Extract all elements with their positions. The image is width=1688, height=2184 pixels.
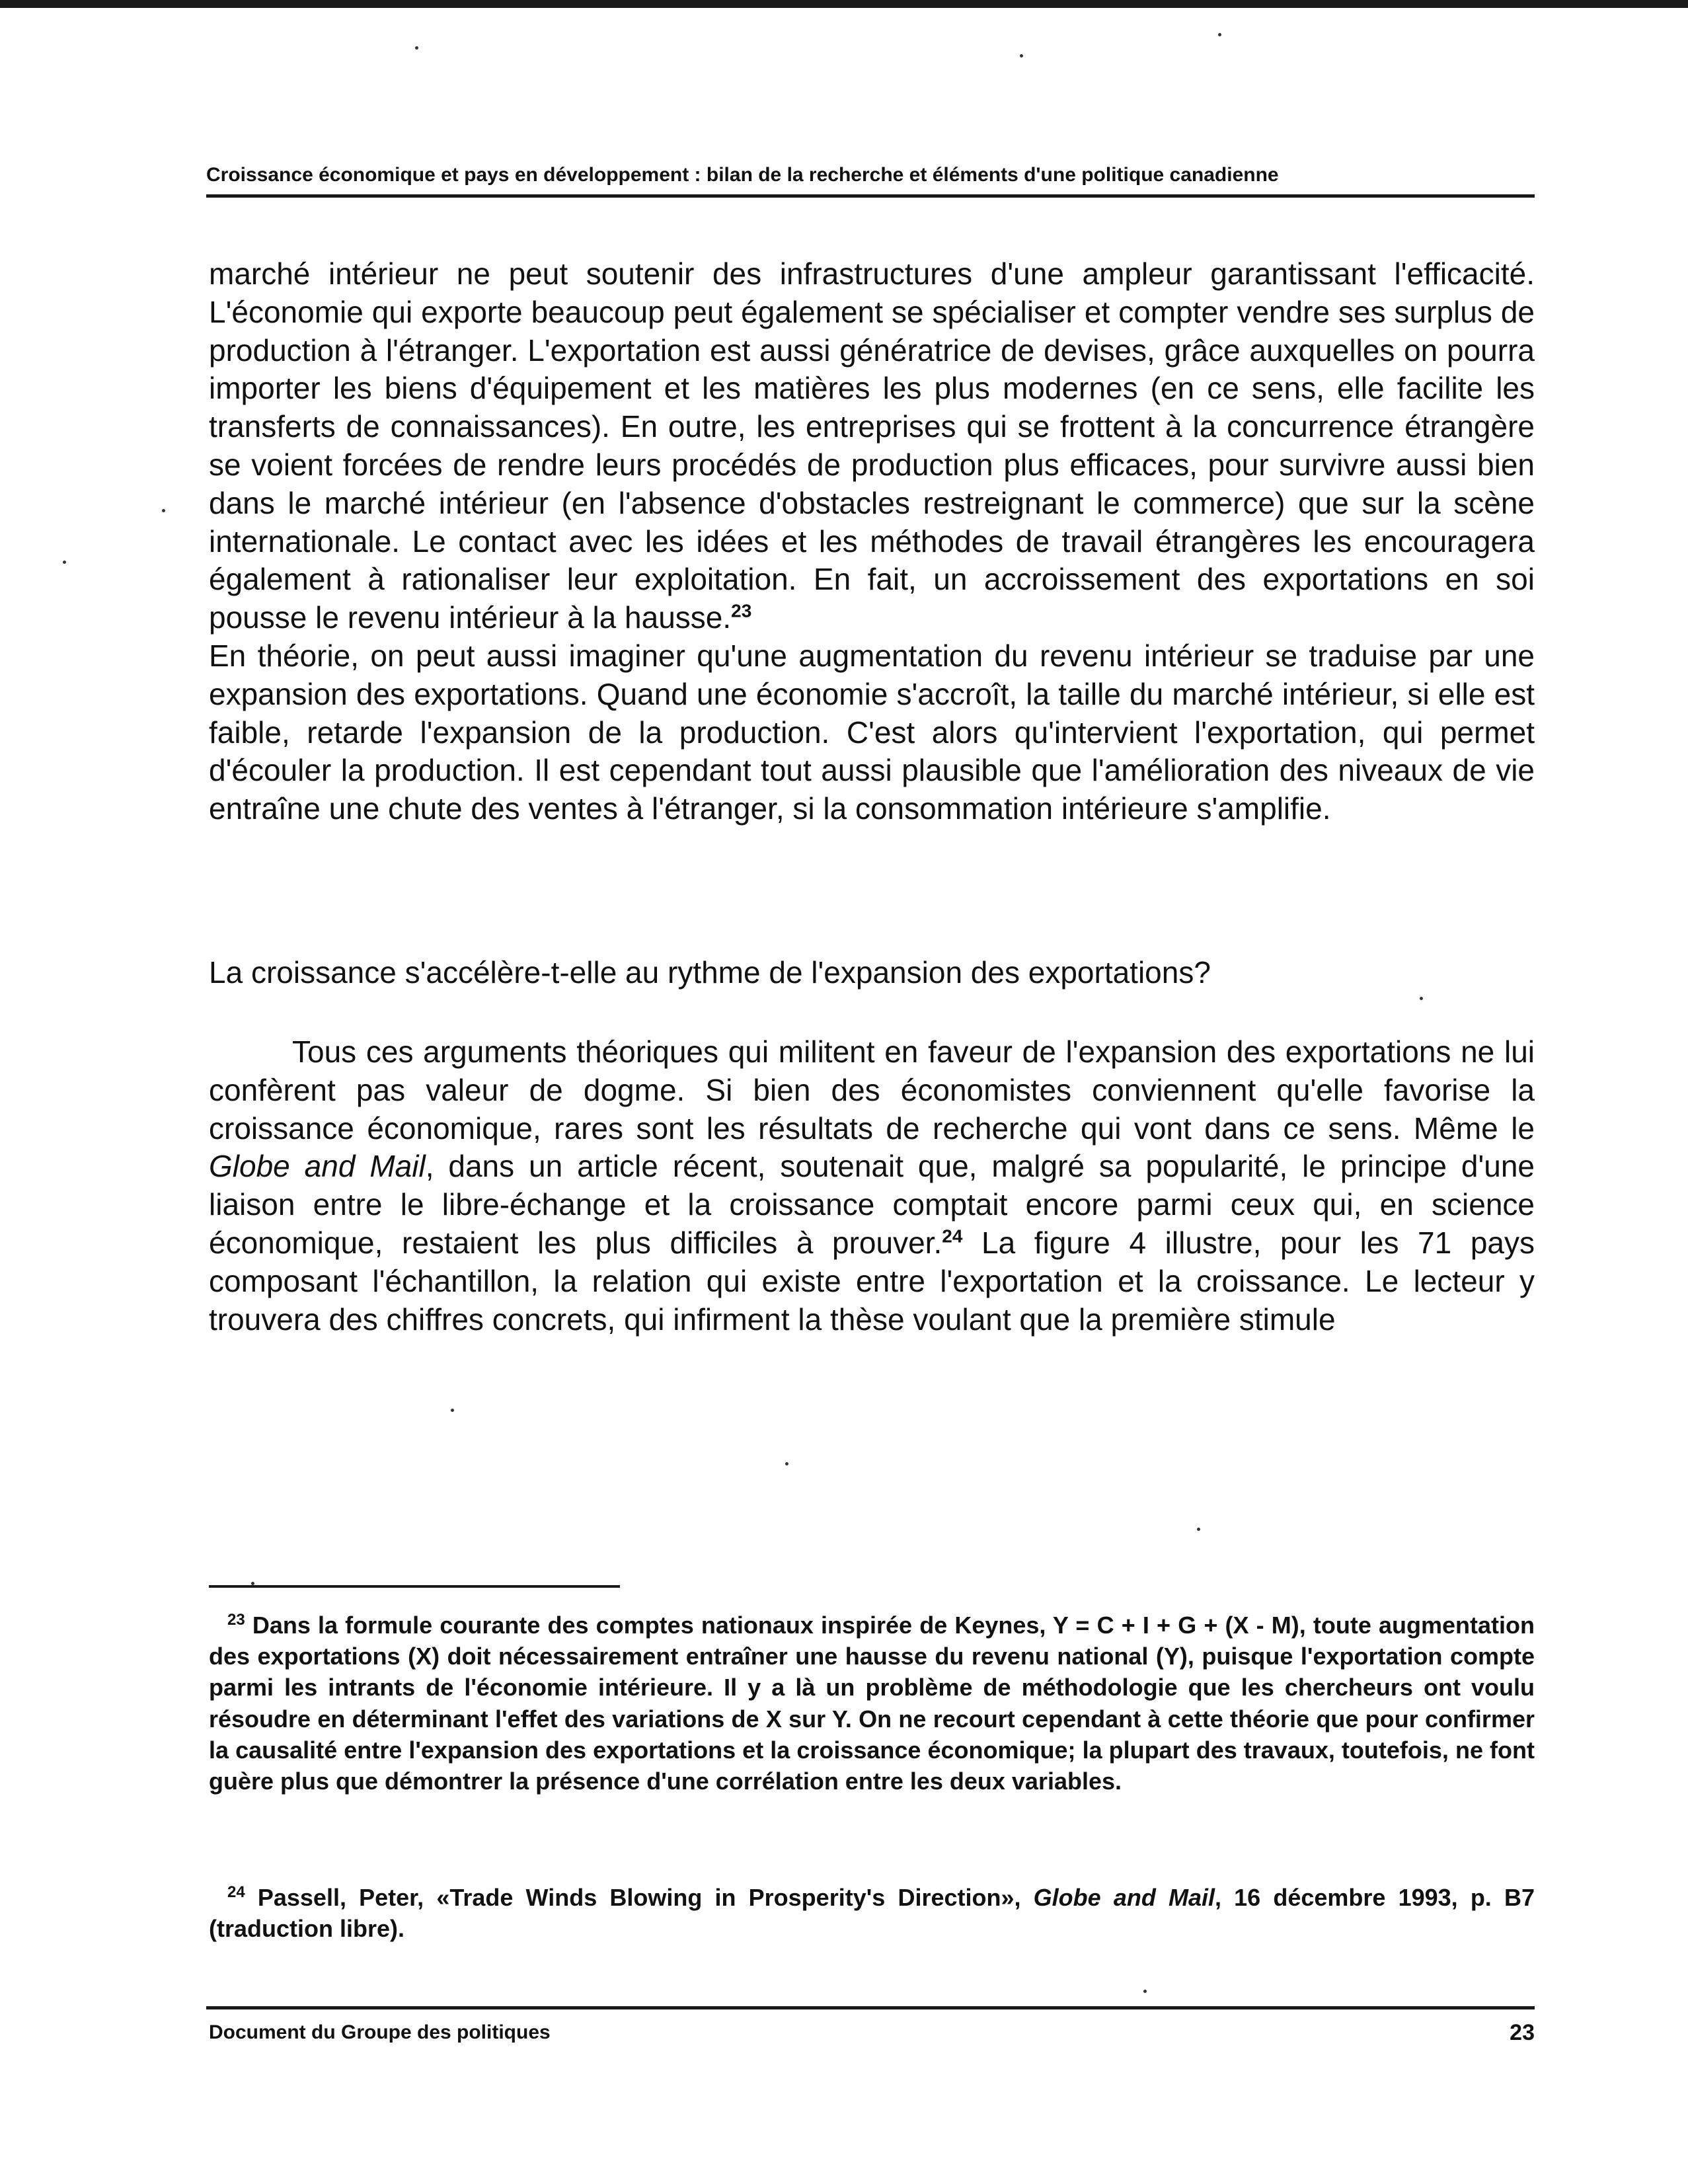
footnote-number-23: 23 bbox=[227, 1611, 245, 1629]
footnote-ref-23[interactable]: 23 bbox=[731, 600, 752, 621]
footnote-24 bbox=[209, 1882, 1535, 1944]
scan-speck bbox=[63, 561, 66, 564]
para2-part2: , dans un article récent, soutenait que, malgré sa popularité, le principe d'une liaison entre le libre-échange et la croissance comptait encore parmi ceux qui, en science économique, restaient les plus difficiles à prouver. bbox=[209, 1149, 1535, 1260]
section-heading: La croissance s'accélère-t-elle au rythme de l'expansion des exportations? bbox=[209, 955, 1211, 990]
page-number: 23 bbox=[1510, 2020, 1535, 2045]
scan-edge-bar bbox=[0, 0, 1688, 8]
body-paragraph-2 bbox=[209, 1033, 1535, 1339]
footnote-24-part2: , 16 décembre 1993, p. B7 (traduction libre). bbox=[209, 1884, 1535, 1943]
footnote-24-publication: Globe and Mail bbox=[1033, 1884, 1215, 1911]
scan-speck bbox=[785, 1462, 788, 1465]
running-header: Croissance économique et pays en développement : bilan de la recherche et éléments d'une politique canadienne bbox=[206, 164, 1279, 186]
footnote-number-24: 24 bbox=[227, 1883, 245, 1901]
footnote-23-text: Dans la formule courante des comptes nationaux inspirée de Keynes, Y = C + I + G + (X - M), toute augmentation des exportations (X) doit nécessairement entraîner une hausse du revenu national (Y), puisque l'exportation compte parmi les intrants de l'économie intérieure. Il y a là un problème de méthodologie que les chercheurs ont voulu résoudre en déterminant l'effet des variations de X sur Y. On ne recourt cependant à cette théorie que pour confirmer la causalité entre l'expansion des exportations et la croissance économique; la plupart des travaux, toutefois, ne font guère plus que démontrer la présence d'une corrélation entre les deux variables. bbox=[209, 1612, 1535, 1795]
scan-speck bbox=[1420, 997, 1423, 1000]
footer-source: Document du Groupe des politiques bbox=[209, 2021, 551, 2043]
scan-speck bbox=[162, 509, 165, 512]
footnote-23 bbox=[209, 1610, 1535, 1797]
para1-text: marché intérieur ne peut soutenir des infrastructures d'une ampleur garantissant l'efficacité. L'économie qui exporte beaucoup peut également se spécialiser et compter vendre ses surplus de production à l'étranger. L'exportation est aussi génératrice de devises, grâce auxquelles on pourra importer les biens d'équipement et les matières les plus modernes (en ce sens, elle facilite les transferts de connaissances). En outre, les entreprises qui se frottent à la concurrence étrangère se voient forcées de rendre leurs procédés de production plus efficaces, pour survivre aussi bien dans le marché intérieur (en l'absence d'obstacles restreignant le commerce) que sur la scène internationale. Le contact avec les idées et les méthodes de travail étrangères les encouragera également à rationaliser leur exploitation. En fait, un accroissement des exportations en soi pousse le revenu intérieur à la hausse. bbox=[209, 256, 1535, 635]
footnote-ref-24[interactable]: 24 bbox=[942, 1226, 963, 1247]
scan-speck bbox=[1143, 1990, 1147, 1993]
para1-continuation: En théorie, on peut aussi imaginer qu'une augmentation du revenu intérieur se traduise par une expansion des exportations. Quand une économie s'accroît, la taille du marché intérieur, si elle est faible, retarde l'expansion de la production. C'est alors qu'intervient l'exportation, qui permet d'écouler la production. Il est cependant tout aussi plausible que l'amélioration des niveaux de vie entraîne une chute des ventes à l'étranger, si la consommation intérieure s'amplifie. bbox=[209, 638, 1535, 826]
header-rule bbox=[206, 194, 1535, 198]
scan-speck bbox=[451, 1409, 454, 1412]
scan-speck bbox=[1197, 1528, 1200, 1531]
para2-part3: La figure 4 illustre, pour les 71 pays composant l'échantillon, la relation qui existe entre l'exportation et la croissance. Le lecteur y trouvera des chiffres concrets, qui infirment la thèse voulant que la première stimule bbox=[209, 1225, 1535, 1337]
footnote-separator bbox=[209, 1585, 620, 1588]
scan-speck bbox=[1218, 33, 1221, 36]
footer-rule bbox=[206, 2006, 1535, 2009]
publication-title: Globe and Mail bbox=[209, 1149, 426, 1184]
para2-part1: Tous ces arguments théoriques qui militent en faveur de l'expansion des exportations ne lui confèrent pas valeur de dogme. Si bien des économistes conviennent qu'elle favorise la croissance économique, rares sont les résultats de recherche qui vont dans ce sens. Même le bbox=[209, 1034, 1535, 1146]
scan-speck bbox=[415, 46, 418, 50]
scan-speck bbox=[1020, 54, 1023, 58]
body-paragraph-1 bbox=[209, 255, 1535, 828]
scan-speck bbox=[251, 1582, 254, 1585]
footnote-24-part1: Passell, Peter, «Trade Winds Blowing in Prosperity's Direction», bbox=[245, 1884, 1034, 1911]
